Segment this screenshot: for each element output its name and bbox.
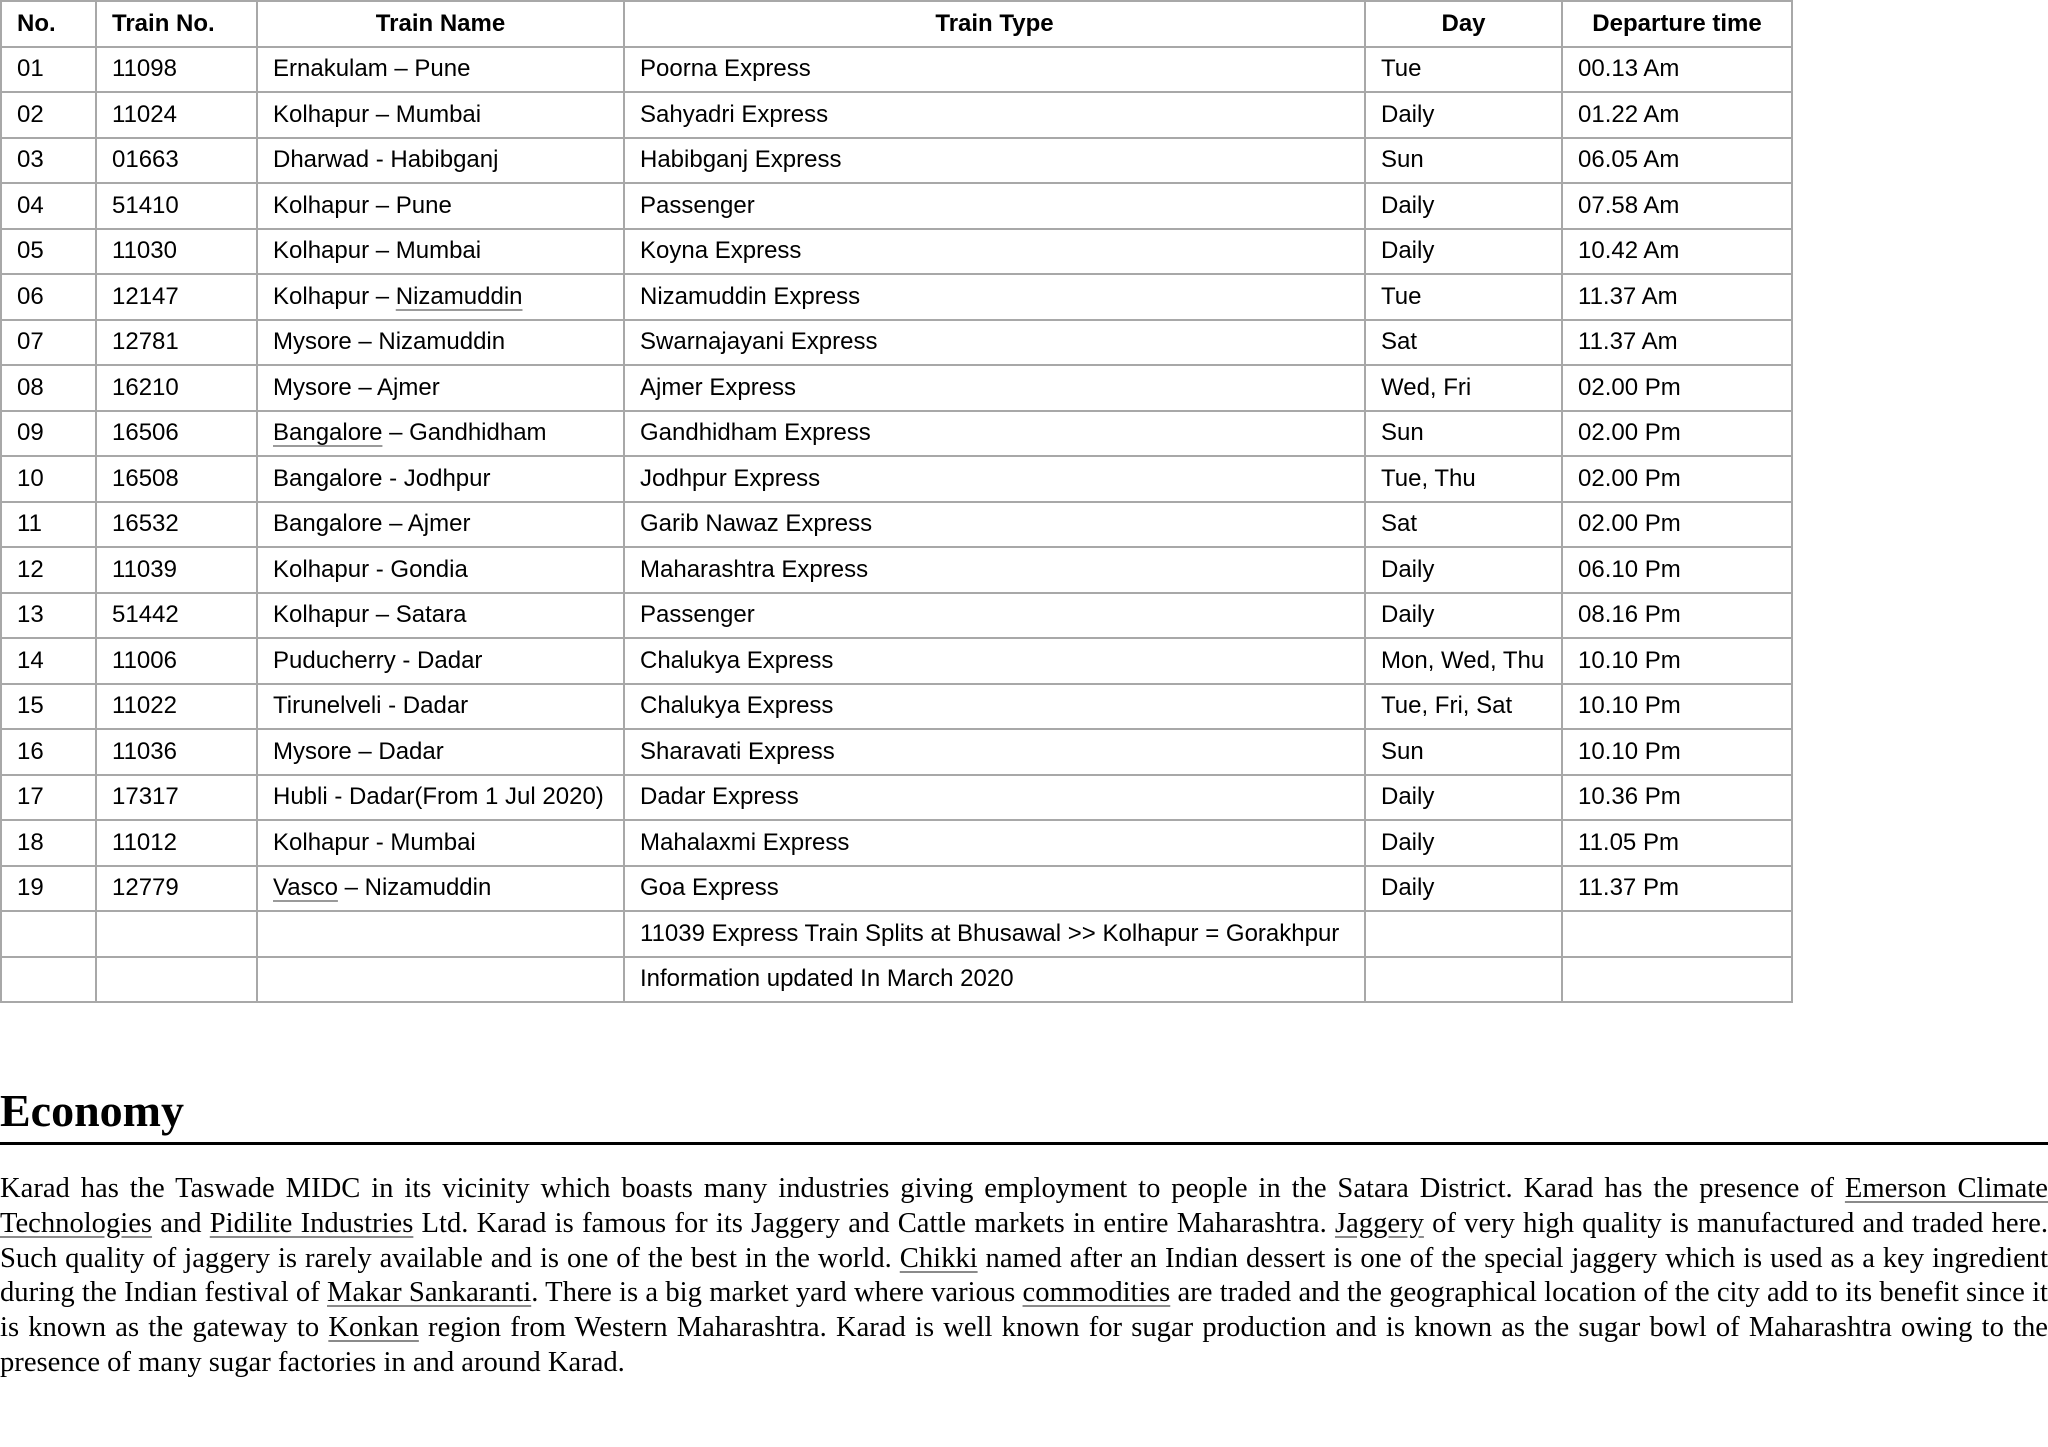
cell-train-no: 12781 — [96, 320, 257, 366]
cell-train-type: Habibganj Express — [624, 138, 1365, 184]
cell-departure-time: 10.36 Pm — [1562, 775, 1792, 821]
cell-train-name: Ernakulam – Pune — [257, 47, 624, 93]
cell-no: 08 — [1, 365, 96, 411]
cell-train-name: Dharwad - Habibganj — [257, 138, 624, 184]
cell-no: 17 — [1, 775, 96, 821]
cell-departure-time: 10.42 Am — [1562, 229, 1792, 275]
table-row — [1, 593, 1792, 639]
cell-no: 15 — [1, 684, 96, 730]
paragraph-text: are traded and the geographical location of the city add to its benefit since it is known as the gateway to — [0, 1277, 2048, 1344]
cell-train-type: Chalukya Express — [624, 638, 1365, 684]
cell-day: Sat — [1365, 502, 1562, 548]
cell-no: 10 — [1, 456, 96, 502]
cell-day: Daily — [1365, 866, 1562, 912]
inline-link[interactable]: Konkan — [328, 1312, 419, 1344]
inline-link[interactable]: commodities — [1022, 1277, 1171, 1309]
paragraph-text: . There is a big market yard where various — [531, 1277, 1023, 1309]
cell-train-no: 51410 — [96, 183, 257, 229]
cell-departure-time: 11.05 Pm — [1562, 820, 1792, 866]
cell-departure-time: 00.13 Am — [1562, 47, 1792, 93]
cell-departure-time: 11.37 Pm — [1562, 866, 1792, 912]
cell-day: Daily — [1365, 547, 1562, 593]
header-no: No. — [1, 1, 96, 47]
cell-day: Sun — [1365, 729, 1562, 775]
cell-train-type: Swarnajayani Express — [624, 320, 1365, 366]
cell-train-type: Maharashtra Express — [624, 547, 1365, 593]
train-name-link[interactable]: Bangalore — [273, 419, 383, 447]
cell-day: Daily — [1365, 229, 1562, 275]
header-train-type: Train Type — [624, 1, 1365, 47]
header-departure-time: Departure time — [1562, 1, 1792, 47]
cell-train-name: Kolhapur - Mumbai — [257, 820, 624, 866]
cell-train-no: 17317 — [96, 775, 257, 821]
table-row — [1, 229, 1792, 275]
empty-cell — [1562, 957, 1792, 1003]
cell-train-name: Kolhapur – Pune — [257, 183, 624, 229]
cell-no: 02 — [1, 92, 96, 138]
empty-cell — [1365, 911, 1562, 957]
empty-cell — [1562, 911, 1792, 957]
cell-departure-time: 02.00 Pm — [1562, 365, 1792, 411]
cell-day: Tue — [1365, 274, 1562, 320]
cell-train-no: 11012 — [96, 820, 257, 866]
cell-train-name: Tirunelveli - Dadar — [257, 684, 624, 730]
table-row — [1, 729, 1792, 775]
cell-train-type: Gandhidham Express — [624, 411, 1365, 457]
cell-departure-time: 11.37 Am — [1562, 320, 1792, 366]
table-row — [1, 47, 1792, 93]
cell-departure-time: 10.10 Pm — [1562, 684, 1792, 730]
empty-cell — [1365, 957, 1562, 1003]
cell-day: Tue — [1365, 47, 1562, 93]
cell-train-name: Bangalore – Ajmer — [257, 502, 624, 548]
paragraph-text: and — [152, 1207, 210, 1239]
cell-train-no: 51442 — [96, 593, 257, 639]
empty-cell — [96, 957, 257, 1003]
empty-cell — [96, 911, 257, 957]
cell-no: 13 — [1, 593, 96, 639]
inline-link[interactable]: Makar Sankaranti — [327, 1277, 532, 1309]
table-row — [1, 775, 1792, 821]
cell-train-no: 01663 — [96, 138, 257, 184]
cell-no: 01 — [1, 47, 96, 93]
cell-departure-time: 02.00 Pm — [1562, 502, 1792, 548]
table-note-row — [1, 911, 1792, 957]
cell-no: 12 — [1, 547, 96, 593]
cell-day: Daily — [1365, 183, 1562, 229]
section-heading-economy: Economy — [0, 1080, 2048, 1145]
table-row — [1, 684, 1792, 730]
cell-day: Tue, Thu — [1365, 456, 1562, 502]
paragraph-text: region from Western Maharashtra. Karad is well known for sugar production and is known as the sugar bowl of Maharashtra owing to the presence of many sugar factories in and around Karad. — [0, 1312, 2048, 1378]
table-row — [1, 183, 1792, 229]
cell-train-name: Mysore – Ajmer — [257, 365, 624, 411]
cell-day: Daily — [1365, 775, 1562, 821]
cell-train-name: Puducherry - Dadar — [257, 638, 624, 684]
inline-link[interactable]: Pidilite Industries — [209, 1207, 414, 1239]
table-row — [1, 866, 1792, 912]
table-note: Information updated In March 2020 — [624, 957, 1365, 1003]
cell-no: 14 — [1, 638, 96, 684]
header-day: Day — [1365, 1, 1562, 47]
cell-train-name: Bangalore - Jodhpur — [257, 456, 624, 502]
cell-departure-time: 01.22 Am — [1562, 92, 1792, 138]
header-train-name: Train Name — [257, 1, 624, 47]
cell-day: Daily — [1365, 820, 1562, 866]
cell-day: Daily — [1365, 593, 1562, 639]
train-name-text: – Gandhidham — [382, 419, 547, 447]
cell-no: 11 — [1, 502, 96, 548]
table-row — [1, 502, 1792, 548]
cell-train-name: Mysore – Dadar — [257, 729, 624, 775]
cell-train-name — [257, 866, 624, 912]
cell-train-no: 16506 — [96, 411, 257, 457]
cell-departure-time: 11.37 Am — [1562, 274, 1792, 320]
header-train-no: Train No. — [96, 1, 257, 47]
cell-train-no: 11024 — [96, 92, 257, 138]
cell-no: 06 — [1, 274, 96, 320]
cell-no: 16 — [1, 729, 96, 775]
table-row — [1, 365, 1792, 411]
cell-departure-time: 06.10 Pm — [1562, 547, 1792, 593]
train-name-text: Kolhapur – — [273, 282, 396, 310]
cell-no: 04 — [1, 183, 96, 229]
cell-no: 03 — [1, 138, 96, 184]
cell-train-type: Goa Express — [624, 866, 1365, 912]
cell-departure-time: 07.58 Am — [1562, 183, 1792, 229]
train-name-link[interactable]: Nizamuddin — [395, 282, 523, 310]
cell-day: Sun — [1365, 138, 1562, 184]
inline-link[interactable]: Emerson Climate Technologies — [0, 1173, 2048, 1239]
cell-train-type: Jodhpur Express — [624, 456, 1365, 502]
cell-train-no: 16532 — [96, 502, 257, 548]
table-row — [1, 638, 1792, 684]
cell-train-no: 12147 — [96, 274, 257, 320]
cell-departure-time: 10.10 Pm — [1562, 729, 1792, 775]
empty-cell — [257, 957, 624, 1003]
cell-train-no: 11030 — [96, 229, 257, 275]
inline-link[interactable]: Jaggery — [1334, 1207, 1424, 1239]
cell-train-no: 12779 — [96, 866, 257, 912]
cell-train-type: Poorna Express — [624, 47, 1365, 93]
cell-day: Sun — [1365, 411, 1562, 457]
economy-paragraph — [0, 1172, 2048, 1381]
cell-departure-time: 10.10 Pm — [1562, 638, 1792, 684]
cell-train-name — [257, 274, 624, 320]
cell-train-type: Passenger — [624, 183, 1365, 229]
cell-day: Daily — [1365, 92, 1562, 138]
paragraph-text: Karad has the Taswade MIDC in its vicinity which boasts many industries giving employment to people in the Satara District. Karad has the presence of — [0, 1173, 1845, 1204]
table-note: 11039 Express Train Splits at Bhusawal >> Kolhapur = Gorakhpur — [624, 911, 1365, 957]
cell-train-no: 11006 — [96, 638, 257, 684]
cell-departure-time: 02.00 Pm — [1562, 456, 1792, 502]
cell-day: Mon, Wed, Thu — [1365, 638, 1562, 684]
table-body — [1, 47, 1792, 1003]
cell-train-no: 11036 — [96, 729, 257, 775]
train-name-text: – Nizamuddin — [337, 874, 492, 902]
cell-train-name — [257, 411, 624, 457]
cell-train-no: 11039 — [96, 547, 257, 593]
cell-no: 19 — [1, 866, 96, 912]
cell-train-name: Hubli - Dadar(From 1 Jul 2020) — [257, 775, 624, 821]
paragraph-text: Ltd. Karad is famous for its Jaggery and Cattle markets in entire Maharashtra. — [413, 1207, 1335, 1239]
cell-no: 07 — [1, 320, 96, 366]
cell-train-type: Dadar Express — [624, 775, 1365, 821]
cell-train-name: Kolhapur – Mumbai — [257, 229, 624, 275]
paragraph-text: of very high quality is manufactured and traded here. Such quality of jaggery is rarely available and is one of the best in the world. — [0, 1207, 2048, 1274]
cell-train-type: Koyna Express — [624, 229, 1365, 275]
table-row — [1, 411, 1792, 457]
cell-train-no: 16508 — [96, 456, 257, 502]
inline-link[interactable]: Chikki — [899, 1242, 978, 1274]
table-header-row — [1, 1, 1792, 47]
cell-departure-time: 06.05 Am — [1562, 138, 1792, 184]
table-row — [1, 320, 1792, 366]
cell-train-no: 11098 — [96, 47, 257, 93]
cell-train-name: Kolhapur - Gondia — [257, 547, 624, 593]
cell-train-type: Sharavati Express — [624, 729, 1365, 775]
cell-train-type: Ajmer Express — [624, 365, 1365, 411]
cell-train-name: Kolhapur – Mumbai — [257, 92, 624, 138]
table-row — [1, 820, 1792, 866]
empty-cell — [257, 911, 624, 957]
cell-train-name: Kolhapur – Satara — [257, 593, 624, 639]
cell-train-type: Sahyadri Express — [624, 92, 1365, 138]
cell-day: Sat — [1365, 320, 1562, 366]
empty-cell — [1, 911, 96, 957]
cell-train-type: Garib Nawaz Express — [624, 502, 1365, 548]
cell-day: Wed, Fri — [1365, 365, 1562, 411]
cell-departure-time: 08.16 Pm — [1562, 593, 1792, 639]
cell-no: 09 — [1, 411, 96, 457]
table-row — [1, 274, 1792, 320]
cell-day: Tue, Fri, Sat — [1365, 684, 1562, 730]
cell-no: 05 — [1, 229, 96, 275]
cell-train-type: Passenger — [624, 593, 1365, 639]
cell-departure-time: 02.00 Pm — [1562, 411, 1792, 457]
table-row — [1, 138, 1792, 184]
cell-train-no: 16210 — [96, 365, 257, 411]
cell-train-name: Mysore – Nizamuddin — [257, 320, 624, 366]
table-row — [1, 547, 1792, 593]
table-row — [1, 456, 1792, 502]
train-name-link[interactable]: Vasco — [273, 874, 338, 902]
cell-train-type: Mahalaxmi Express — [624, 820, 1365, 866]
cell-no: 18 — [1, 820, 96, 866]
empty-cell — [1, 957, 96, 1003]
cell-train-type: Chalukya Express — [624, 684, 1365, 730]
cell-train-no: 11022 — [96, 684, 257, 730]
table-row — [1, 92, 1792, 138]
paragraph-text: named after an Indian dessert is one of the special jaggery which is used as a key ingredient during the Indian festival of — [0, 1242, 2048, 1309]
table-note-row — [1, 957, 1792, 1003]
cell-train-type: Nizamuddin Express — [624, 274, 1365, 320]
